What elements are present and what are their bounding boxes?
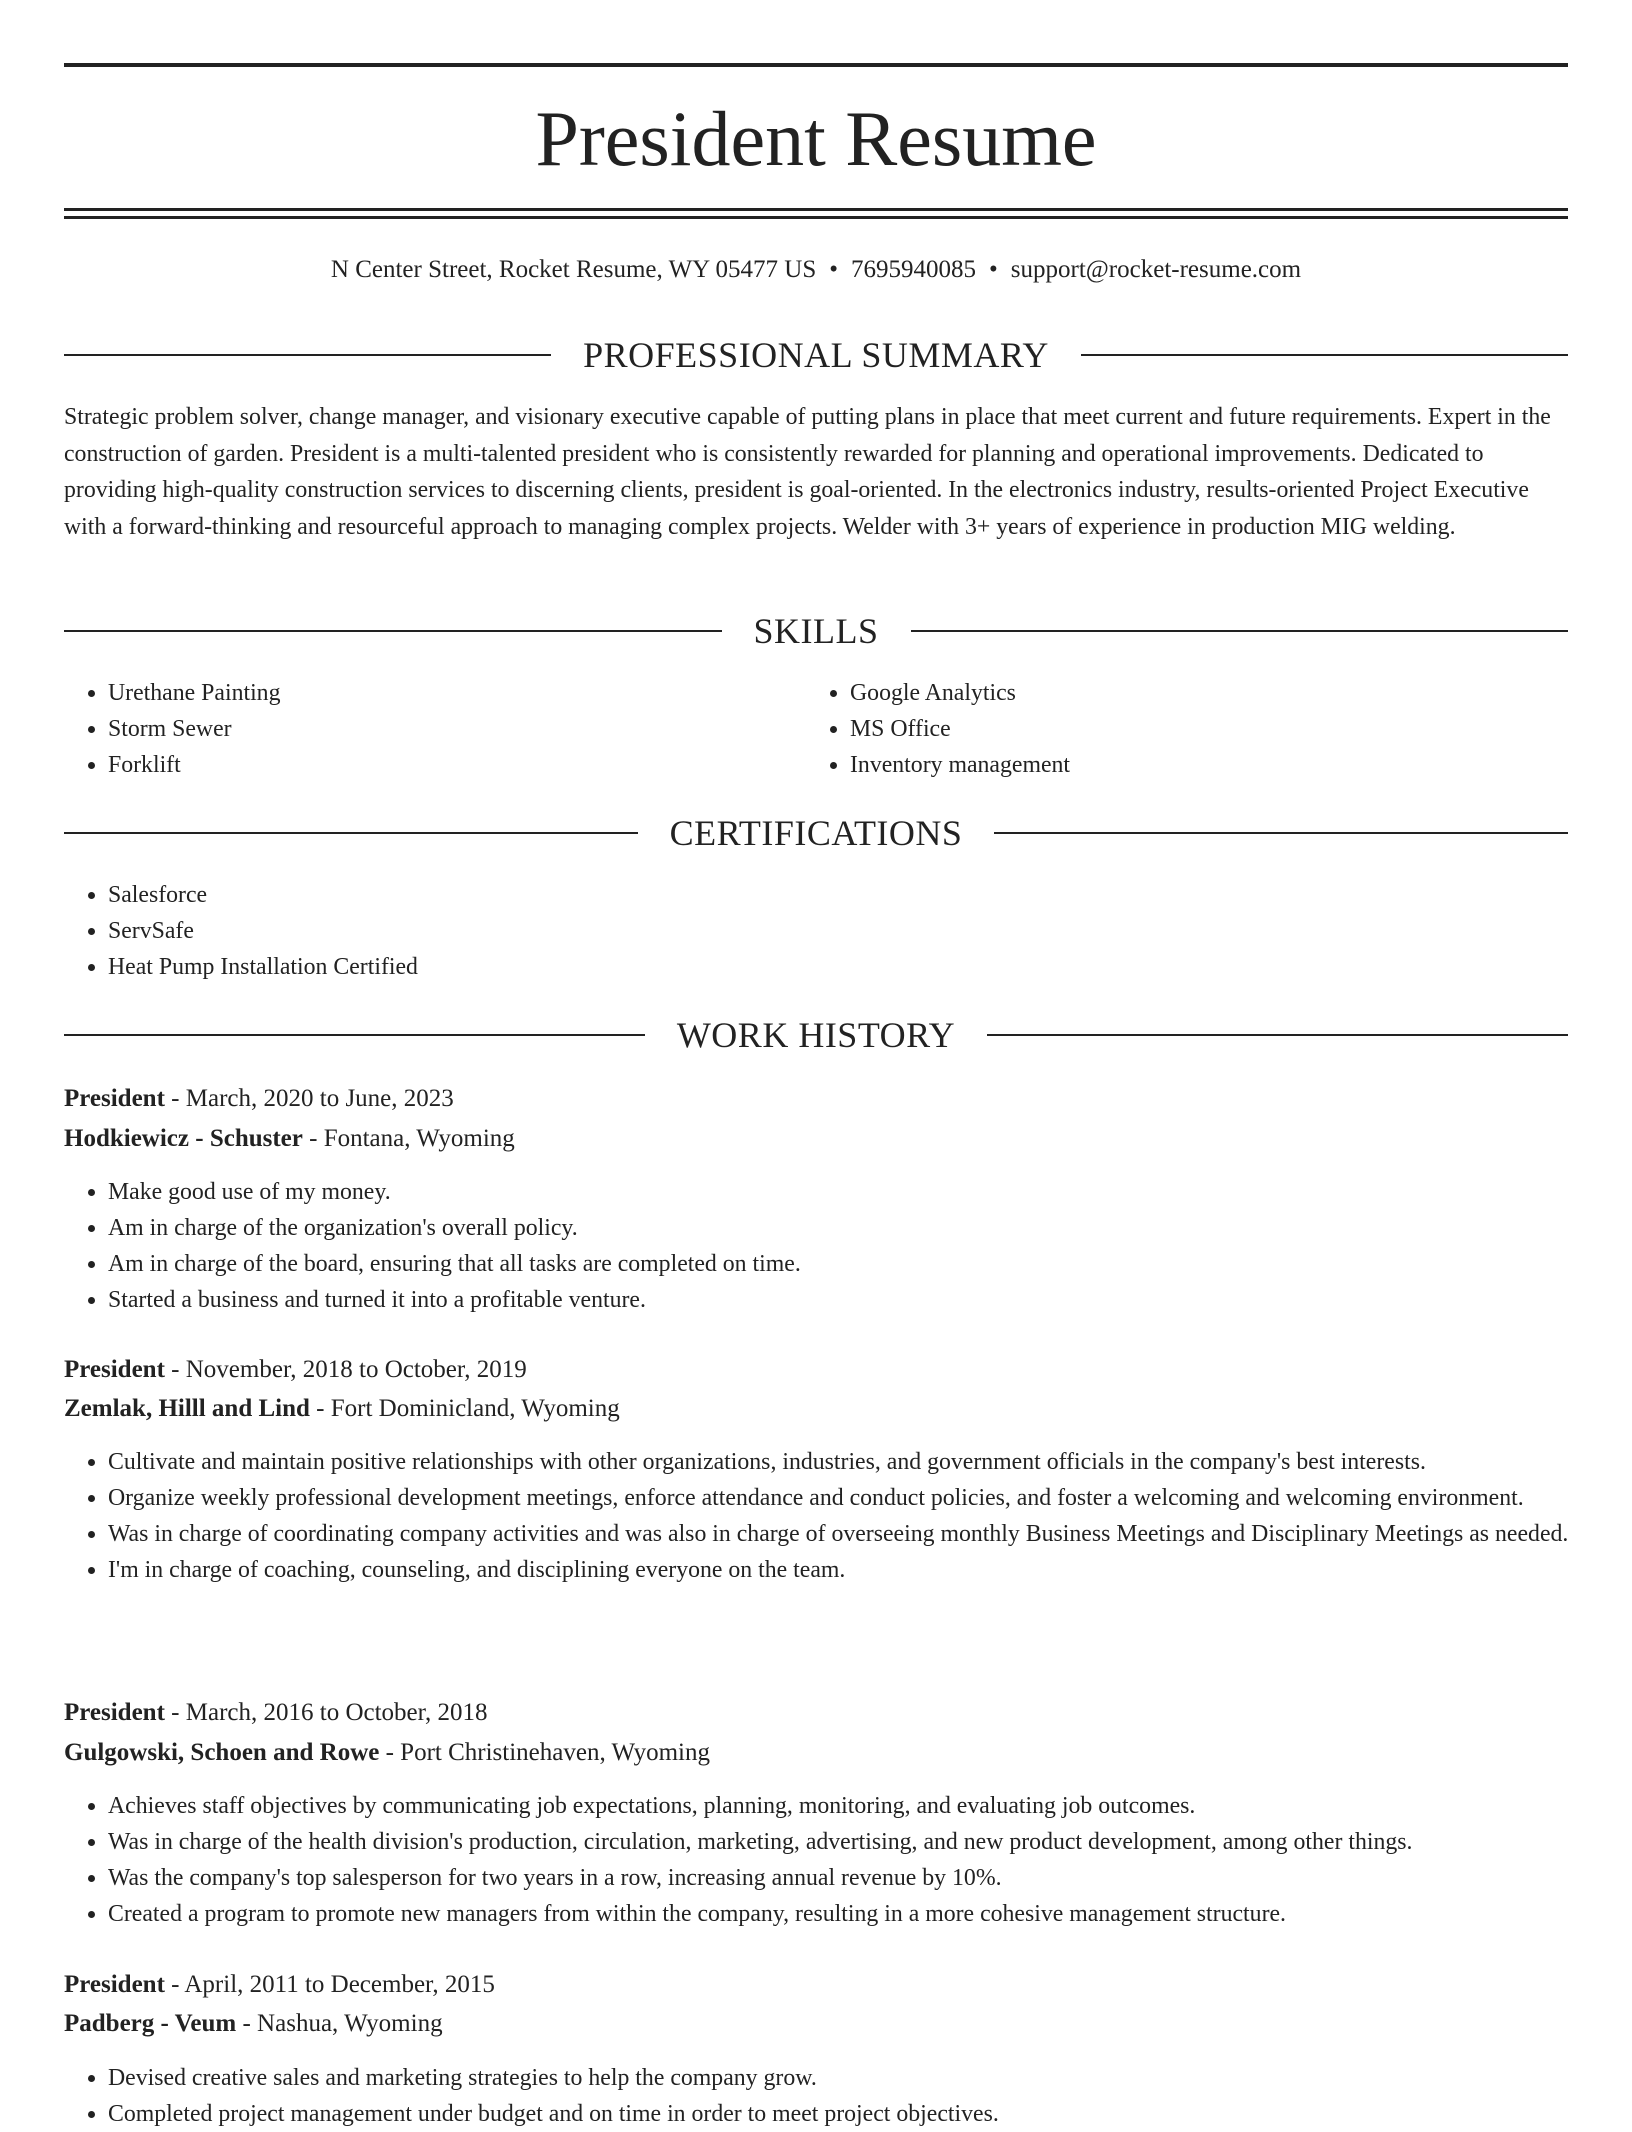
job-bullet: • Created a program to promote new managers from within the company, resulting in a more cohesive management structure. xyxy=(108,1896,1612,1932)
job-company: Padberg - Veum xyxy=(64,2010,237,2037)
contact-separator: • xyxy=(989,256,998,283)
job-company-line xyxy=(64,2005,1568,2043)
contact-phone: 7695940085 xyxy=(851,256,977,283)
section-heading-work-history xyxy=(64,1013,1568,1057)
job-title-line xyxy=(64,1351,1568,1389)
skill-item: • Storm Sewer xyxy=(108,711,798,747)
job-title: President xyxy=(64,1085,165,1112)
job-location: - Fontana, Wyoming xyxy=(302,1125,515,1152)
contact-line xyxy=(64,253,1568,287)
job-company: Zemlak, Hilll and Lind xyxy=(64,1395,310,1422)
job-location: - Port Christinehaven, Wyoming xyxy=(379,1739,710,1766)
job-bullet: • Started a business and turned it into a profitable venture. xyxy=(108,1282,1612,1318)
job-company: Hodkiewicz - Schuster xyxy=(64,1125,303,1152)
contact-separator: • xyxy=(829,256,839,283)
section-title: SKILLS xyxy=(753,611,879,651)
certification-item: • Salesforce xyxy=(108,877,1508,913)
job-bullets xyxy=(64,1788,1612,1932)
job-title: President xyxy=(64,1356,165,1383)
summary-text: Strategic problem solver, change manager, and visionary executive capable of putting plans in place that meet current and future requirements. Expert in the construction of garden. President is a multi-talented president who is consistently rewarded for planning and operational improvements. Dedicated to providing high-quality construction services to discerning clients, president is goal-oriented. In the electronics industry, results-oriented Project Executive with a forward-thinking and resourceful approach to managing complex projects. Welder with 3+ years of experience in production MIG welding. xyxy=(64,404,1551,540)
skill-item: • Urethane Painting xyxy=(108,675,798,711)
section-title: CERTIFICATIONS xyxy=(669,813,963,853)
title-rule-upper xyxy=(64,208,1568,211)
heading-rule-right xyxy=(911,630,1569,632)
section-title: WORK HISTORY xyxy=(676,1015,956,1055)
heading-rule-right xyxy=(994,832,1568,834)
section-heading-skills xyxy=(64,609,1568,653)
job-title-line xyxy=(64,1080,1568,1118)
heading-rule-left xyxy=(64,354,551,356)
job-dates: - April, 2011 to December, 2015 xyxy=(164,1971,495,1998)
job-bullet: • Devised creative sales and marketing strategies to help the company grow. xyxy=(108,2060,1612,2096)
job-company-line xyxy=(64,1120,1568,1158)
skill-item: • Forklift xyxy=(108,747,798,783)
job-location: - Nashua, Wyoming xyxy=(236,2010,443,2037)
job-location: - Fort Dominicland, Wyoming xyxy=(309,1395,620,1422)
job-company-line xyxy=(64,1390,1568,1428)
job-bullet: • Was the company's top salesperson for two years in a row, increasing annual revenue by 10%. xyxy=(108,1860,1612,1896)
heading-rule-left xyxy=(64,832,638,834)
certifications-list xyxy=(64,877,1508,985)
contact-address: N Center Street, Rocket Resume, WY 05477 US xyxy=(330,256,817,283)
job-company-line xyxy=(64,1734,1568,1772)
top-rule xyxy=(64,63,1568,67)
job-bullet: • Was in charge of coordinating company activities and was also in charge of overseeing monthly Business Meetings and Disciplinary Meetings as needed. xyxy=(108,1516,1612,1552)
skills-list-right xyxy=(806,675,1550,783)
job-bullets xyxy=(64,1174,1612,1318)
section-title: PROFESSIONAL SUMMARY xyxy=(583,335,1049,375)
contact-email[interactable]: support@rocket-resume.com xyxy=(1010,256,1302,283)
job-bullet: • Completed project management under budget and on time in order to meet project objectives. xyxy=(108,2096,1612,2132)
skill-item: • Google Analytics xyxy=(850,675,1550,711)
section-heading-certifications xyxy=(64,811,1568,855)
page-title: President Resume xyxy=(535,95,1097,182)
job-bullet: • Was in charge of the health division's production, circulation, marketing, advertising, and new product development, among other things. xyxy=(108,1824,1612,1860)
job-title-line xyxy=(64,1966,1568,2004)
job-bullets xyxy=(64,1444,1612,1588)
certification-item: • Heat Pump Installation Certified xyxy=(108,949,1508,985)
job-title: President xyxy=(64,1971,165,1998)
job-bullet: • Organize weekly professional development meetings, enforce attendance and conduct policies, and foster a welcoming and welcoming environment. xyxy=(108,1480,1612,1516)
job-bullet: • I'm in charge of coaching, counseling, and disciplining everyone on the team. xyxy=(108,1552,1612,1588)
job-title: President xyxy=(64,1699,165,1726)
section-heading-summary xyxy=(64,333,1568,377)
heading-rule-right xyxy=(987,1034,1568,1036)
heading-rule-right xyxy=(1081,354,1568,356)
job-bullet: • Achieves staff objectives by communicating job expectations, planning, monitoring, and evaluating job outcomes. xyxy=(108,1788,1612,1824)
certification-item: • ServSafe xyxy=(108,913,1508,949)
job-bullet: • Make good use of my money. xyxy=(108,1174,1612,1210)
job-dates: - November, 2018 to October, 2019 xyxy=(164,1356,527,1383)
job-bullet: • Am in charge of the organization's overall policy. xyxy=(108,1210,1612,1246)
job-dates: - March, 2016 to October, 2018 xyxy=(164,1699,488,1726)
job-dates: - March, 2020 to June, 2023 xyxy=(164,1085,454,1112)
skill-item: • MS Office xyxy=(850,711,1550,747)
heading-rule-left xyxy=(64,1034,645,1036)
skill-item: • Inventory management xyxy=(850,747,1550,783)
title-rule-lower xyxy=(64,216,1568,219)
job-bullet: • Am in charge of the board, ensuring that all tasks are completed on time. xyxy=(108,1246,1612,1282)
skills-list-left xyxy=(64,675,798,783)
job-company: Gulgowski, Schoen and Rowe xyxy=(64,1739,380,1766)
job-title-line xyxy=(64,1694,1568,1732)
job-bullet: • Cultivate and maintain positive relationships with other organizations, industries, and government officials in the company's best interests. xyxy=(108,1444,1612,1480)
job-bullets xyxy=(64,2060,1612,2132)
heading-rule-left xyxy=(64,630,722,632)
